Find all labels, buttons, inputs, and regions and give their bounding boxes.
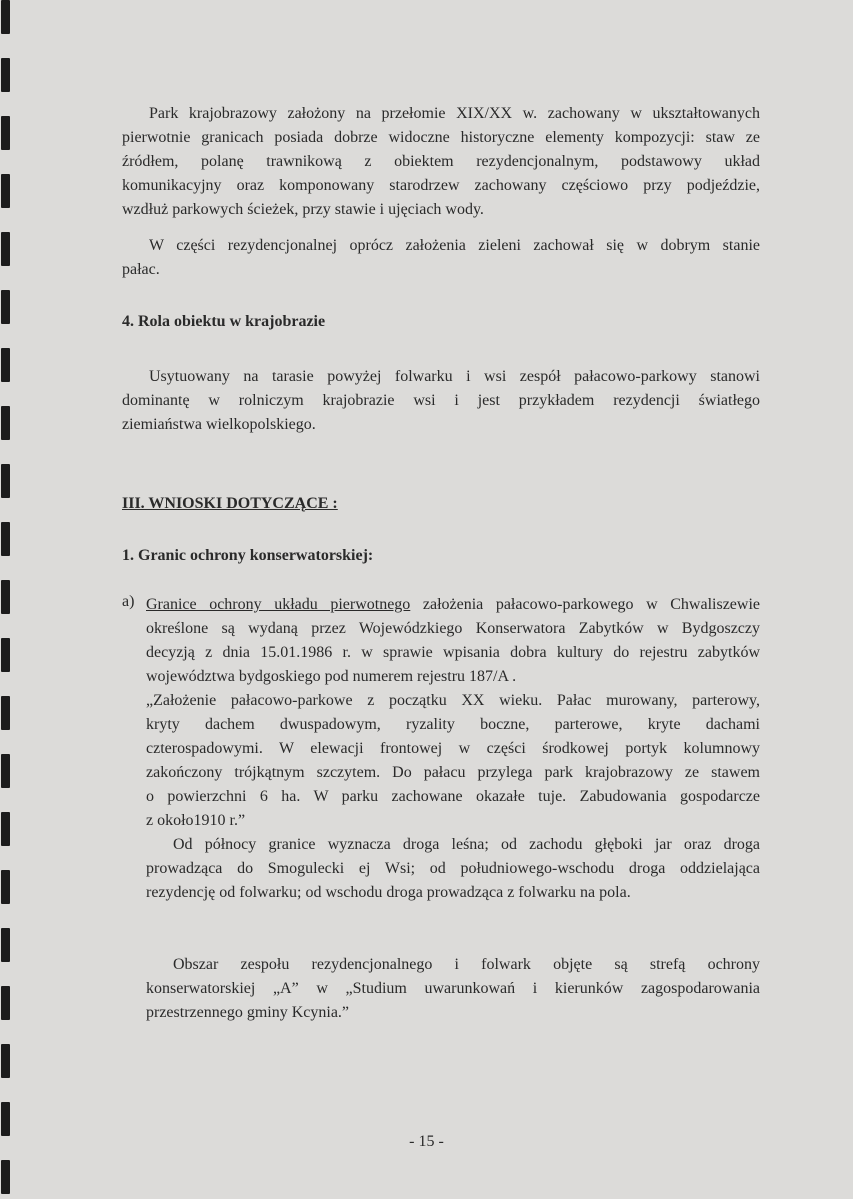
text-line: źródłem, polanę trawnikową z obiektem rezydencjonalnym, podstawowy układ — [122, 153, 760, 170]
binding-hole — [1, 986, 10, 1020]
binding-hole — [1, 1160, 10, 1194]
binding-hole — [1, 754, 10, 788]
paragraph-landscape — [122, 365, 760, 437]
text-line: Obszar zespołu rezydencjonalnego i folwark objęte są strefą ochrony — [173, 956, 760, 973]
binding-hole — [1, 116, 10, 150]
text-line: prowadząca do Smogulecki ej Wsi; od południowego-wschodu droga oddzielająca — [146, 860, 760, 877]
text-fragment: założenia pałacowo-parkowego w Chwaliszewie — [410, 596, 760, 613]
binding-hole — [1, 174, 10, 208]
binding-hole — [1, 812, 10, 846]
text-line: decyzją z dnia 15.01.1986 r. w sprawie wpisania dobra kultury do rejestru zabytków — [146, 644, 760, 661]
page-number: - 15 - — [409, 1133, 444, 1150]
quote-line: z około1910 r.” — [146, 812, 246, 829]
text-line: pałac. — [122, 261, 160, 278]
binding-hole — [1, 464, 10, 498]
quote-line: zakończony trójkątnym szczytem. Do pałacu przylega park krajobrazowy ze stawem — [146, 764, 760, 781]
subsection-heading-protection: 1. Granic ochrony konserwatorskiej: — [122, 547, 374, 564]
text-line: pierwotnie granicach posiada dobrze widoczne historyczne elementy kompozycji: staw ze — [122, 129, 760, 146]
binding-hole — [1, 696, 10, 730]
text-line: województwa bydgoskiego pod numerem rejestru 187/A . — [146, 668, 517, 685]
quote-line: czterospadowymi. W elewacji frontowej w części środkowej portyk kolumnowy — [146, 740, 760, 757]
chapter-heading-conclusions: III. WNIOSKI DOTYCZĄCE : — [122, 495, 338, 512]
quote-line: „Założenie pałacowo-parkowe z początku XX wieku. Pałac murowany, parterowy, — [146, 692, 760, 709]
section-heading-landscape: 4. Rola obiektu w krajobrazie — [122, 313, 326, 330]
paragraph-palace — [122, 234, 760, 282]
text-line: określone są wydaną przez Wojewódzkiego Konserwatora Zabytków w Bydgoszczy — [146, 620, 760, 637]
text-line: rezydencję od folwarku; od wschodu droga prowadząca z folwarku na pola. — [146, 884, 631, 901]
quote-line: o powierzchni 6 ha. W parku zachowane okazałe tuje. Zabudowania gospodarcze — [146, 788, 760, 805]
list-item-a — [146, 593, 760, 905]
text-line: konserwatorskiej „A” w „Studium uwarunkowań i kierunków zagospodarowania — [146, 980, 760, 997]
binding-hole — [1, 522, 10, 556]
binding-hole — [1, 290, 10, 324]
binding-hole — [1, 638, 10, 672]
binding-hole — [1, 1102, 10, 1136]
text-line: ziemiaństwa wielkopolskiego. — [122, 416, 316, 433]
binding-hole — [1, 580, 10, 614]
paragraph-park — [122, 102, 760, 222]
text-line — [146, 593, 760, 617]
binding-hole — [1, 232, 10, 266]
binding-holes — [0, 0, 22, 1199]
binding-hole — [1, 58, 10, 92]
text-line: Od północy granice wyznacza droga leśna; od zachodu głęboki jar oraz droga — [173, 836, 760, 853]
binding-hole — [1, 870, 10, 904]
text-line: przestrzennego gminy Kcynia.” — [146, 1004, 350, 1021]
underlined-phrase: Granice ochrony układu pierwotnego — [146, 596, 411, 613]
text-line: Park krajobrazowy założony na przełomie XIX/XX w. zachowany w ukształtowanych — [149, 105, 760, 122]
text-line: Usytuowany na tarasie powyżej folwarku i wsi zespół pałacowo-parkowy stanowi — [149, 368, 760, 385]
binding-hole — [1, 348, 10, 382]
binding-hole — [1, 0, 10, 34]
text-line: wzdłuż parkowych ścieżek, przy stawie i ujęciach wody. — [122, 201, 484, 218]
binding-hole — [1, 406, 10, 440]
binding-hole — [1, 1044, 10, 1078]
binding-hole — [1, 928, 10, 962]
text-line: komunikacyjny oraz komponowany starodrzew zachowany częściowo przy podjeździe, — [122, 177, 760, 194]
text-line: dominantę w rolniczym krajobrazie wsi i jest przykładem rezydencji światłego — [122, 392, 760, 409]
list-label: a) — [122, 593, 135, 610]
paragraph-protection-zone — [146, 953, 760, 1025]
quote-line: kryty dachem dwuspadowym, ryzality boczne, parterowe, kryte dachami — [146, 716, 760, 733]
text-line: W części rezydencjonalnej oprócz założenia zieleni zachował się w dobrym stanie — [149, 237, 760, 254]
